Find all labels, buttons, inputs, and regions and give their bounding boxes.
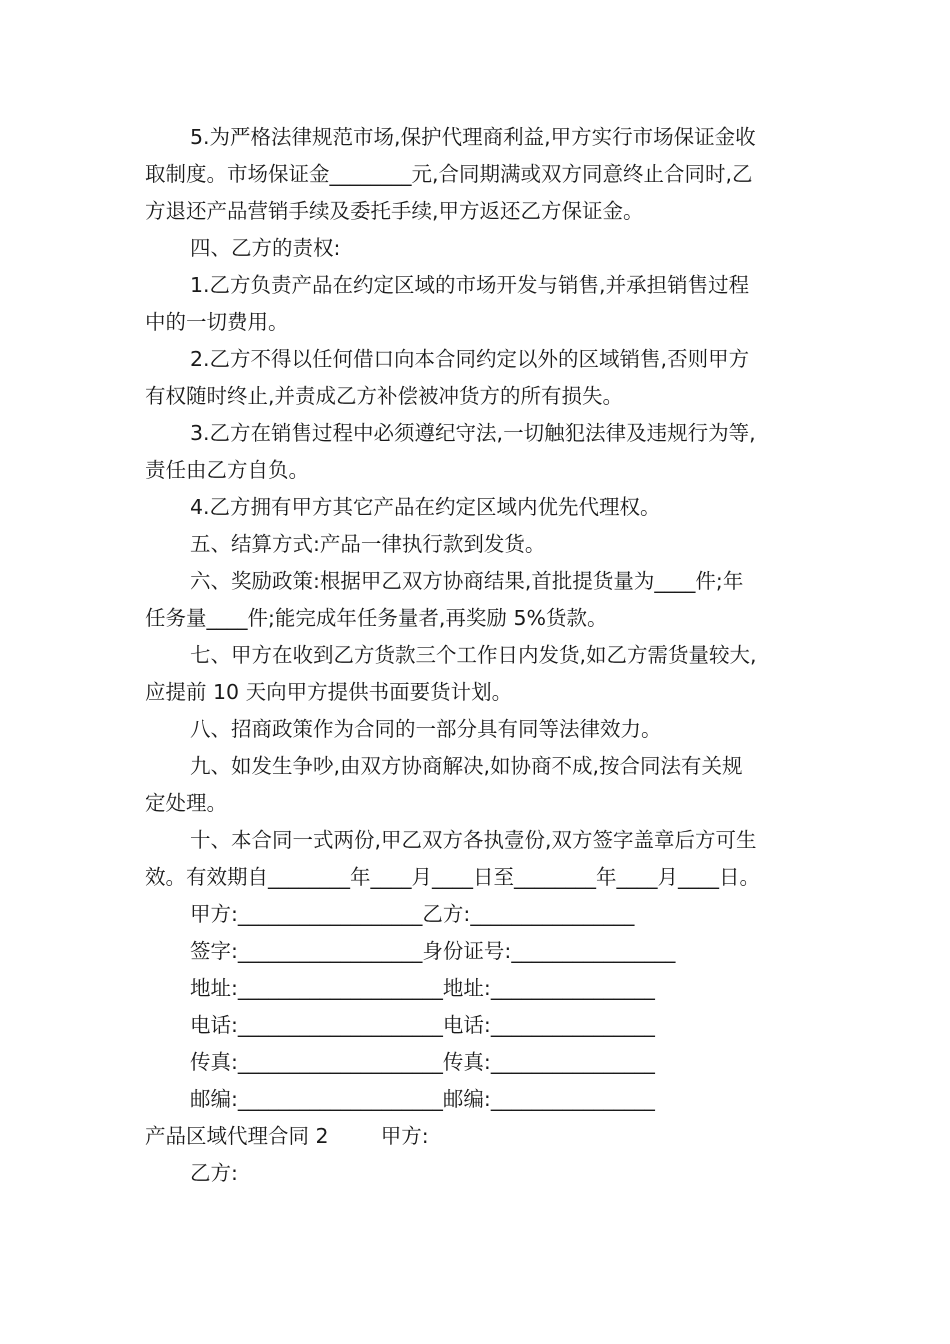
text-line: 1.乙方负责产品在约定区域的市场开发与销售,并承担销售过程 — [190, 273, 750, 297]
text-line: 2.乙方不得以任何借口向本合同约定以外的区域销售,否则甲方 — [190, 347, 750, 371]
text-line: 责任由乙方自负。 — [145, 458, 309, 482]
text-line: 3.乙方在销售过程中必须遵纪守法,一切触犯法律及违规行为等, — [190, 421, 756, 445]
signature-field-line: 签字:__________________身份证号:________________ — [190, 939, 676, 963]
signature-field-line: 电话:____________________电话:________________ — [190, 1013, 655, 1037]
text-line: 方退还产品营销手续及委托手续,甲方返还乙方保证金。 — [145, 199, 644, 223]
text-line: 取制度。市场保证金________元,合同期满或双方同意终止合同时,乙 — [145, 162, 753, 186]
document-title: 产品区域代理合同 2 甲方: — [145, 1124, 429, 1148]
text-line: 4.乙方拥有甲方其它产品在约定区域内优先代理权。 — [190, 495, 661, 519]
signature-field-line: 甲方:__________________乙方:________________ — [190, 902, 635, 926]
signature-field-line: 地址:____________________地址:________________ — [190, 976, 655, 1000]
section-heading: 九、如发生争吵,由双方协商解决,如协商不成,按合同法有关规 — [190, 754, 743, 778]
signature-field-line: 邮编:____________________邮编:________________ — [190, 1087, 655, 1111]
text-line: 效。有效期自________年____月____日至________年____月____日。 — [145, 865, 760, 889]
text-line: 定处理。 — [145, 791, 227, 815]
text-line: 有权随时终止,并责成乙方补偿被冲货方的所有损失。 — [145, 384, 624, 408]
section-heading: 六、奖励政策:根据甲乙双方协商结果,首批提货量为____件;年 — [190, 569, 744, 593]
party-b-line: 乙方: — [190, 1161, 238, 1185]
text-line: 应提前 10 天向甲方提供书面要货计划。 — [145, 680, 513, 704]
section-heading: 五、结算方式:产品一律执行款到发货。 — [190, 532, 546, 556]
section-heading: 八、招商政策作为合同的一部分具有同等法律效力。 — [190, 717, 662, 741]
signature-field-line: 传真:____________________传真:________________ — [190, 1050, 655, 1074]
text-line: 中的一切费用。 — [145, 310, 289, 334]
section-heading: 十、本合同一式两份,甲乙双方各执壹份,双方签字盖章后方可生 — [190, 828, 757, 852]
section-heading: 四、乙方的责权: — [190, 236, 341, 260]
text-line: 5.为严格法律规范市场,保护代理商利益,甲方实行市场保证金收 — [190, 125, 756, 149]
section-heading: 七、甲方在收到乙方货款三个工作日内发货,如乙方需货量较大, — [190, 643, 757, 667]
text-line: 任务量____件;能完成年任务量者,再奖励 5%货款。 — [145, 606, 608, 630]
